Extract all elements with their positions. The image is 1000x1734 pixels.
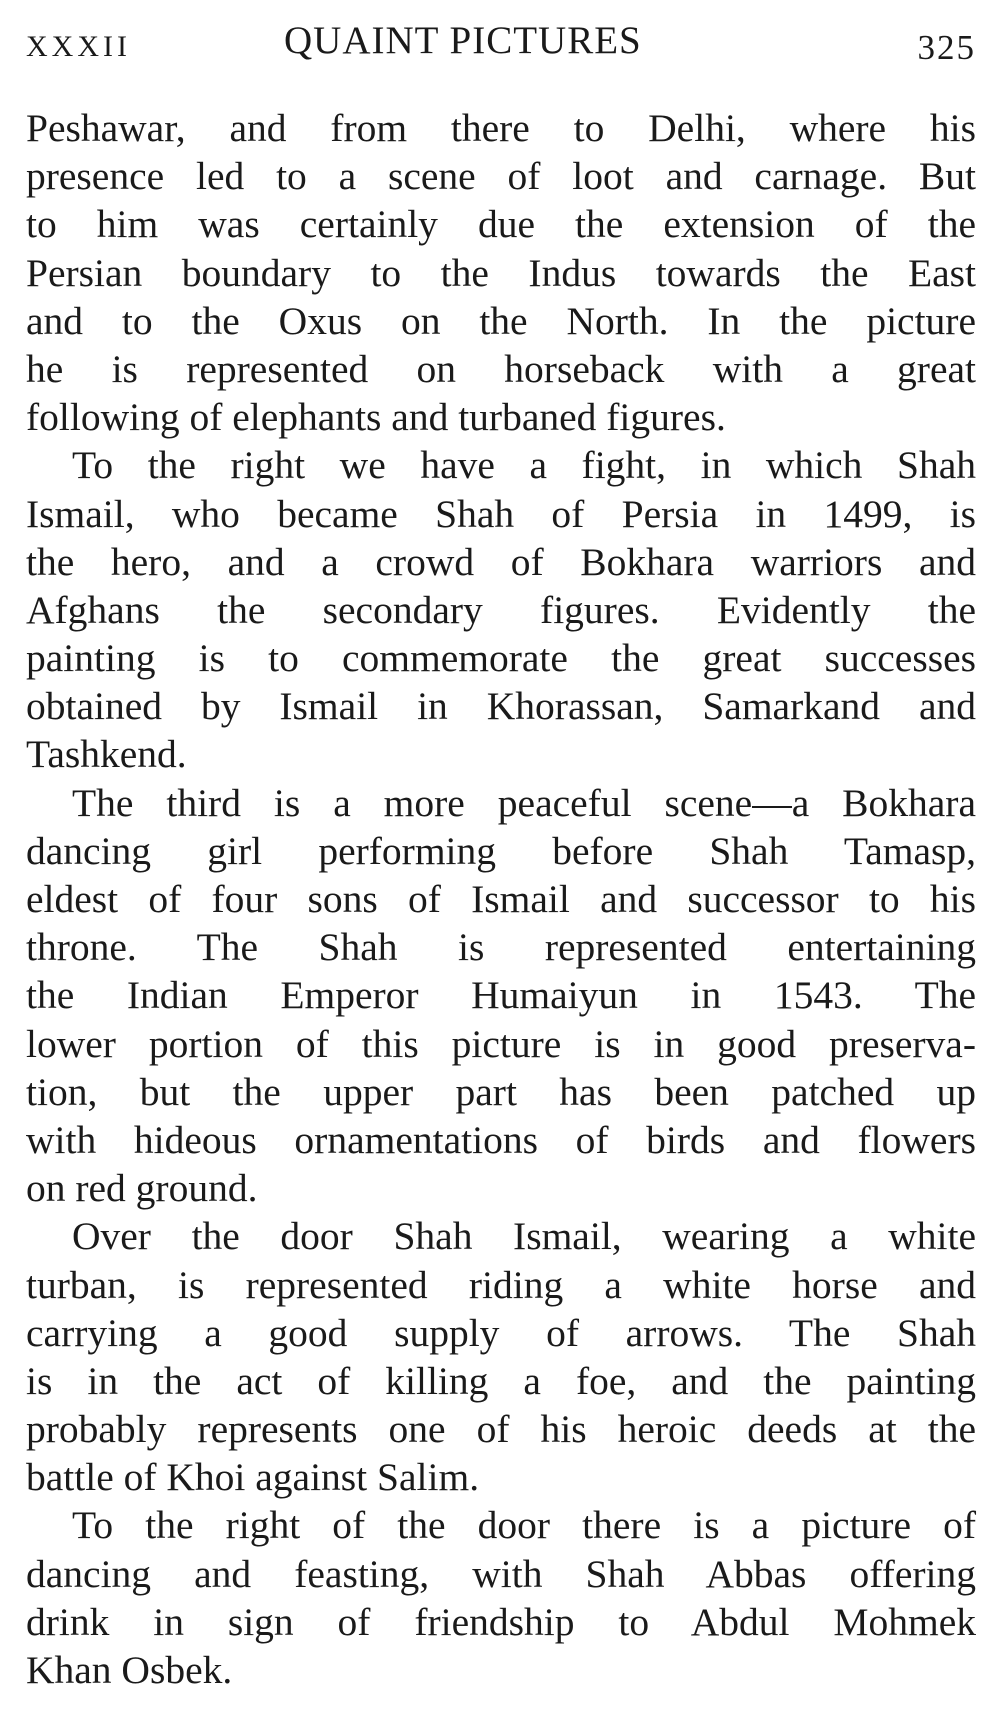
text-line: throne. The Shah is represented entertaining xyxy=(26,925,976,970)
text-line: To the right of the door there is a picture of xyxy=(72,1503,976,1548)
paragraph-4 xyxy=(26,1212,976,1501)
text-line: painting is to commemorate the great successes xyxy=(26,636,976,681)
text-line: on red ground. xyxy=(26,1166,258,1211)
text-line: obtained by Ismail in Khorassan, Samarkand and xyxy=(26,684,976,729)
page-header xyxy=(26,18,976,68)
text-line: dancing girl performing before Shah Tamasp, xyxy=(26,828,976,873)
text-line: presence led to a scene of loot and carnage. But xyxy=(26,154,976,199)
text-line: battle of Khoi against Salim. xyxy=(26,1455,480,1500)
paragraph-2 xyxy=(26,441,976,778)
text-line: he is represented on horseback with a great xyxy=(26,346,976,391)
text-line: dancing and feasting, with Shah Abbas offering xyxy=(26,1551,976,1596)
text-line: tion, but the upper part has been patched up xyxy=(26,1069,976,1114)
text-line: the hero, and a crowd of Bokhara warriors and xyxy=(26,539,976,584)
text-line: to him was certainly due the extension of the xyxy=(26,202,976,247)
text-line: The third is a more peaceful scene—a Bokhara xyxy=(72,780,976,825)
text-line: lower portion of this picture is in good preserva- xyxy=(26,1021,976,1066)
text-line: Tashkend. xyxy=(26,732,187,777)
text-line: eldest of four sons of Ismail and successor to his xyxy=(26,877,976,921)
text-line: probably represents one of his heroic deeds at the xyxy=(26,1407,976,1452)
text-line: carrying a good supply of arrows. The Shah xyxy=(26,1310,976,1355)
text-line: turban, is represented riding a white horse and xyxy=(26,1262,976,1307)
text-line: Afghans the secondary figures. Evidently the xyxy=(26,587,976,632)
paragraph-3 xyxy=(26,779,976,1213)
text-line: To the right we have a fight, in which Shah xyxy=(72,443,976,488)
text-line: Peshawar, and from there to Delhi, where his xyxy=(26,106,976,150)
text-line: the Indian Emperor Humaiyun in 1543. The xyxy=(26,973,976,1018)
running-title: QUAINT PICTURES xyxy=(284,19,642,62)
text-line: with hideous ornamentations of birds and flowers xyxy=(26,1117,976,1162)
text-line: Khan Osbek. xyxy=(26,1648,233,1692)
text-line: Over the door Shah Ismail, wearing a white xyxy=(72,1214,976,1259)
text-line: drink in sign of friendship to Abdul Mohmek xyxy=(26,1599,976,1644)
text-line: following of elephants and turbaned figures. xyxy=(26,395,726,440)
page-number: 325 xyxy=(917,28,976,67)
paragraph-5 xyxy=(26,1501,976,1694)
paragraph-1 xyxy=(26,104,976,441)
text-line: and to the Oxus on the North. In the picture xyxy=(26,298,976,343)
body-text xyxy=(26,104,976,1694)
chapter-number: XXXII xyxy=(26,30,131,63)
text-line: Ismail, who became Shah of Persia in 1499, is xyxy=(26,491,976,536)
text-line: Persian boundary to the Indus towards the East xyxy=(26,250,976,295)
text-line: is in the act of killing a foe, and the painting xyxy=(26,1358,976,1403)
